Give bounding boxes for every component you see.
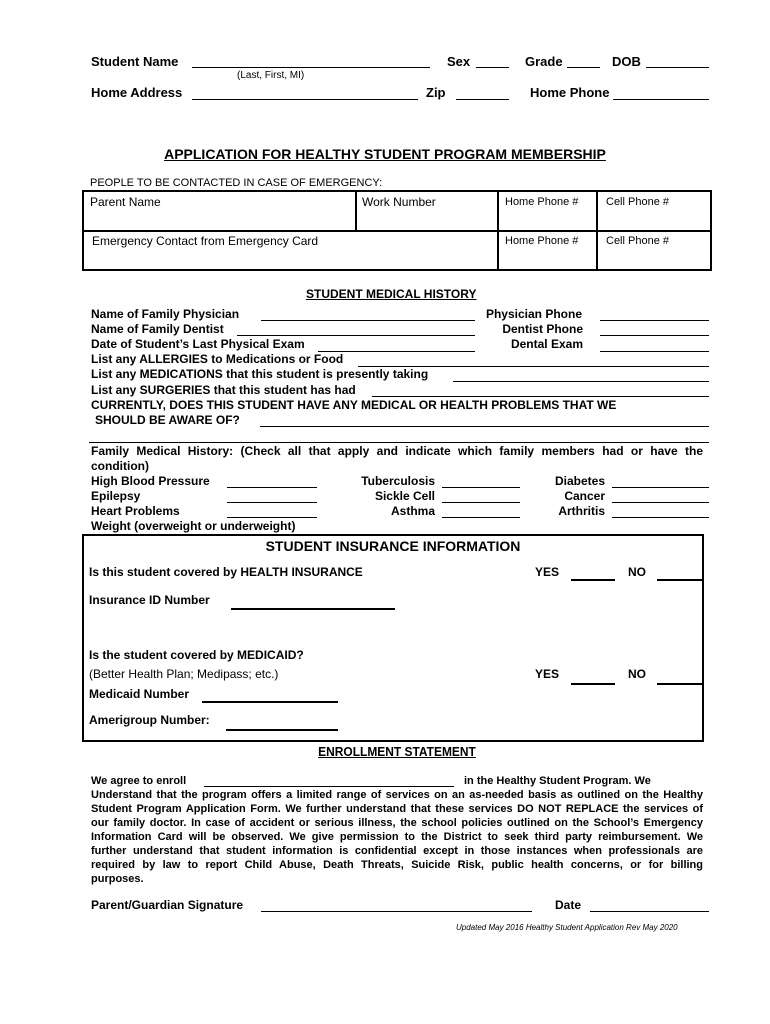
health-problems-question-cont: SHOULD BE AWARE OF?: [95, 413, 240, 427]
medicaid-yes-label: YES: [535, 667, 560, 681]
arthritis-field[interactable]: [612, 517, 709, 518]
table-column-divider: [596, 190, 598, 271]
physician-phone-field[interactable]: [600, 320, 709, 321]
dentist-phone-label: Dentist Phone: [502, 322, 583, 336]
arthritis-label: Arthritis: [558, 504, 605, 518]
medications-field[interactable]: [453, 381, 709, 382]
signature-field[interactable]: [261, 911, 532, 912]
enrollment-text-line: our family doctor. In case of accident or serious illness, the school policies outlined on the School’s Emergency: [91, 817, 703, 829]
health-problems-field[interactable]: [260, 426, 709, 427]
high-blood-pressure-field[interactable]: [227, 487, 317, 488]
dentist-label: Name of Family Dentist: [91, 322, 224, 336]
asthma-field[interactable]: [442, 517, 520, 518]
zip-field[interactable]: [456, 99, 509, 100]
cell-phone-cell[interactable]: Cell Phone #: [606, 196, 669, 208]
enrollment-text-line: purposes.: [91, 873, 144, 885]
home-address-field[interactable]: [192, 99, 418, 100]
last-exam-label: Date of Student’s Last Physical Exam: [91, 337, 305, 351]
medications-label: List any MEDICATIONS that this student is presently taking: [91, 367, 429, 381]
medicaid-no-field[interactable]: [657, 683, 702, 685]
health-problems-field-2[interactable]: [89, 442, 709, 443]
home-address-label: Home Address: [91, 85, 183, 100]
date-label: Date: [555, 898, 582, 912]
cancer-label: Cancer: [564, 489, 605, 503]
amerigroup-label: Amerigroup Number:: [89, 713, 210, 727]
zip-label: Zip: [426, 85, 446, 100]
tuberculosis-label: Tuberculosis: [361, 474, 435, 488]
cell-phone-cell[interactable]: Cell Phone #: [606, 235, 669, 247]
enrollment-text-line: required by law to report Child Abuse, Death Threats, Suicide Risk, public health concerns, or for billing: [91, 859, 703, 871]
enrollment-text-line: Student Program Application Form. We further understand that these services DO NOT REPLACE the services of: [91, 803, 703, 815]
health-insurance-yes-field[interactable]: [571, 579, 615, 581]
insurance-heading: STUDENT INSURANCE INFORMATION: [265, 538, 521, 554]
student-name-field[interactable]: [192, 67, 430, 68]
tuberculosis-field[interactable]: [442, 487, 520, 488]
surgeries-label: List any SURGERIES that this student has had: [91, 383, 356, 397]
dental-exam-field[interactable]: [600, 351, 709, 352]
work-number-cell[interactable]: Work Number: [362, 195, 436, 209]
dob-label: DOB: [612, 54, 641, 69]
dentist-phone-field[interactable]: [600, 335, 709, 336]
diabetes-field[interactable]: [612, 487, 709, 488]
heart-problems-field[interactable]: [227, 517, 317, 518]
medicaid-note: (Better Health Plan; Medipass; etc.): [89, 667, 279, 681]
sex-label: Sex: [447, 54, 471, 69]
dentist-field[interactable]: [237, 335, 475, 336]
physician-field[interactable]: [261, 320, 475, 321]
parent-name-cell[interactable]: Parent Name: [90, 195, 161, 209]
epilepsy-label: Epilepsy: [91, 489, 141, 503]
health-problems-question: CURRENTLY, DOES THIS STUDENT HAVE ANY MEDICAL OR HEALTH PROBLEMS THAT WE: [91, 398, 617, 412]
asthma-label: Asthma: [390, 504, 435, 518]
weight-label: Weight (overweight or underweight): [91, 519, 296, 533]
medicaid-question: Is the student covered by MEDICAID?: [89, 648, 304, 662]
health-insurance-yes-label: YES: [535, 565, 560, 579]
enrollment-text-line: Information Card will be observed. We give permission to the District to seek third party reimbursement. We: [91, 831, 703, 843]
sex-field[interactable]: [476, 67, 509, 68]
home-phone-cell[interactable]: Home Phone #: [505, 196, 579, 208]
cancer-field[interactable]: [612, 502, 709, 503]
sickle-cell-field[interactable]: [442, 502, 520, 503]
medicaid-yes-field[interactable]: [571, 683, 615, 685]
health-insurance-question: Is this student covered by HEALTH INSURANCE: [89, 565, 363, 579]
high-blood-pressure-label: High Blood Pressure: [91, 474, 210, 488]
name-format-hint: (Last, First, MI): [237, 70, 305, 81]
home-phone-cell[interactable]: Home Phone #: [505, 235, 579, 247]
enroll-student-name-field[interactable]: [204, 786, 454, 787]
family-history-label-cont: condition): [91, 459, 149, 473]
emergency-contact-cell[interactable]: Emergency Contact from Emergency Card: [92, 234, 319, 248]
grade-field[interactable]: [567, 67, 600, 68]
emergency-heading: PEOPLE TO BE CONTACTED IN CASE OF EMERGENCY:: [90, 177, 383, 189]
diabetes-label: Diabetes: [554, 474, 605, 488]
table-column-divider: [497, 190, 499, 271]
heart-problems-label: Heart Problems: [91, 504, 180, 518]
health-insurance-no-field[interactable]: [657, 579, 702, 581]
page-title: APPLICATION FOR HEALTHY STUDENT PROGRAM MEMBERSHIP: [164, 146, 606, 162]
medical-history-heading: STUDENT MEDICAL HISTORY: [306, 287, 477, 301]
grade-label: Grade: [525, 54, 563, 69]
date-field[interactable]: [590, 911, 709, 912]
home-phone-field[interactable]: [613, 99, 709, 100]
insurance-id-label: Insurance ID Number: [89, 593, 210, 607]
epilepsy-field[interactable]: [227, 502, 317, 503]
enrollment-text-line: Understand that the program offers a limited range of services on an as-needed basis as outlined on the Healthy: [91, 789, 703, 801]
home-phone-label: Home Phone: [530, 85, 610, 100]
signature-label: Parent/Guardian Signature: [91, 898, 244, 912]
family-history-label: Family Medical History: (Check all that apply and indicate which family members had or have the: [91, 444, 703, 458]
allergies-label: List any ALLERGIES to Medications or Food: [91, 352, 344, 366]
amerigroup-field[interactable]: [226, 729, 338, 731]
medicaid-no-label: NO: [628, 667, 646, 681]
medicaid-number-field[interactable]: [202, 701, 338, 703]
enroll-prefix: We agree to enroll: [91, 775, 187, 787]
health-insurance-no-label: NO: [628, 565, 646, 579]
surgeries-field[interactable]: [372, 396, 709, 397]
footer-revision-note: Updated May 2016 Healthy Student Application Rev May 2020: [456, 923, 678, 932]
enrollment-heading: ENROLLMENT STATEMENT: [318, 744, 476, 759]
physician-phone-label: Physician Phone: [485, 307, 582, 321]
sickle-cell-label: Sickle Cell: [374, 489, 435, 503]
enrollment-text-line: further understand that student information is confidential except in those instances when professionals are: [91, 845, 703, 857]
table-column-divider: [355, 190, 357, 231]
physician-label: Name of Family Physician: [91, 307, 240, 321]
dob-field[interactable]: [646, 67, 709, 68]
table-row-divider: [82, 230, 712, 232]
student-name-label: Student Name: [91, 54, 179, 69]
enroll-suffix: in the Healthy Student Program. We: [464, 775, 651, 787]
dental-exam-label: Dental Exam: [510, 337, 583, 351]
insurance-id-field[interactable]: [231, 608, 395, 610]
medicaid-number-label: Medicaid Number: [89, 687, 190, 701]
